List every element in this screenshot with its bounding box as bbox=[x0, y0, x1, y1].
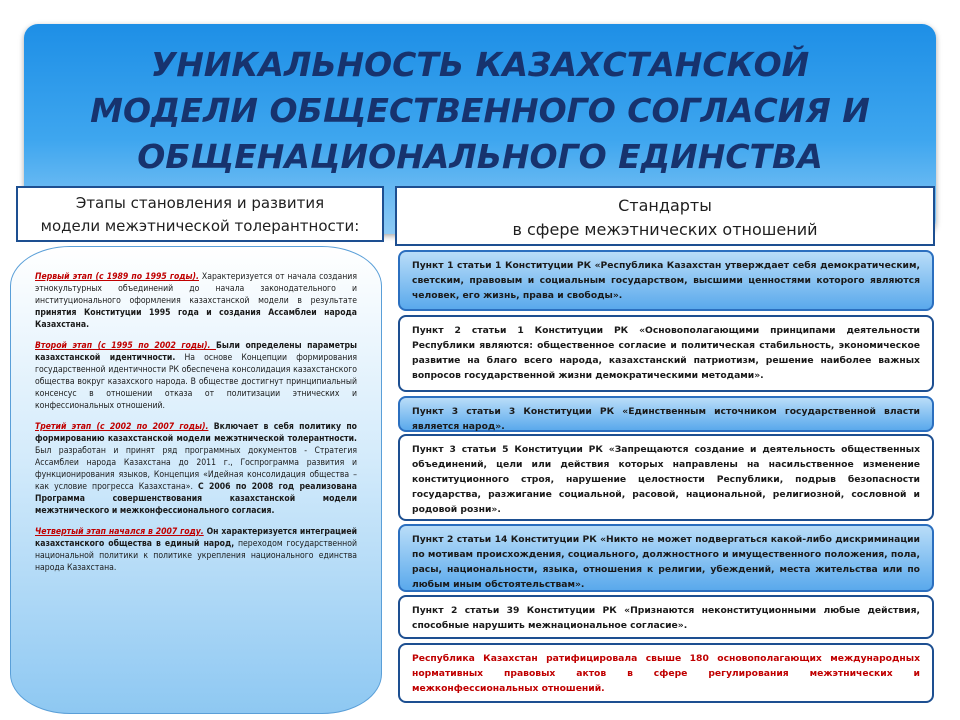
stage-4-lead: Четвертый этап начался в 2007 году. bbox=[35, 527, 204, 537]
standards-header-line-1: Стандарты bbox=[618, 196, 712, 215]
standard-item-4: Пункт 3 статьи 5 Конституции РК «Запрещаются создание и деятельность общественных объединений, цели или действия которых направлены на насильственное изменение конституционного строя, нарушение целостности Республики, подрыв безопасности государства, разжигание социальной, расовой, национальной, религиозной, сословной и родовой розни». bbox=[398, 434, 934, 521]
stages-header-line-1: Этапы становления и развития bbox=[75, 194, 325, 212]
stages-panel bbox=[10, 246, 382, 714]
standards-header bbox=[395, 186, 935, 246]
stage-3-bold: Включает в себя политику по формированию казахстанской модели межэтнической толерантности. bbox=[35, 422, 357, 444]
standard-item-3: Пункт 3 статьи 3 Конституции РК «Единственным источником государственной власти является народ». bbox=[398, 396, 934, 432]
stage-1 bbox=[35, 271, 357, 331]
stage-1-lead: Первый этап (с 1989 по 1995 годы). bbox=[35, 272, 199, 282]
stage-3 bbox=[35, 421, 357, 517]
title-line-1: УНИКАЛЬНОСТЬ КАЗАХСТАНСКОЙ bbox=[150, 45, 810, 84]
stage-2 bbox=[35, 340, 357, 412]
standards-header-line-2: в сфере межэтнических отношений bbox=[512, 220, 818, 239]
stage-4-bold: Он характеризуется интеграцией казахстанского общества в единый народ, bbox=[35, 527, 357, 549]
title-line-2: МОДЕЛИ ОБЩЕСТВЕННОГО СОГЛАСИЯ И bbox=[90, 91, 870, 130]
stage-4 bbox=[35, 526, 357, 574]
stages-header bbox=[16, 186, 384, 242]
stage-2-bold: Были определены параметры казахстанской идентичности. bbox=[35, 341, 358, 363]
stage-3-text: Был разработан и принят ряд программных документов - Стратегия Ассамблеи народа Казахстана до 2011 г., Госпрограмма развития и функционирования языков, Концепция «Идейная консолидация общества – как условие прогресса Казахстана». bbox=[35, 446, 357, 492]
stage-1-bold: принятия Конституции 1995 года и создания Ассамблеи народа Казахстана. bbox=[35, 308, 357, 330]
stage-3-bold-2: С 2006 по 2008 год реализована Программа совершенствования казахстанской модели межэтнического и межконфессионального согласия. bbox=[35, 482, 357, 516]
standard-item-6: Пункт 2 статьи 39 Конституции РК «Признаются неконституционными любые действия, способные нарушить межнациональное согласие». bbox=[398, 595, 934, 639]
stage-2-text: На основе Концепции формирования государственной идентичности РК обеспечена консолидация казахстанского общества вокруг казахского народа. В обществе достигнут принципиальный консенсус в отношении отказа от политизации этнических и конфессиональных отношений. bbox=[35, 353, 357, 411]
stage-2-lead: Второй этап (с 1995 по 2002 годы). bbox=[35, 341, 216, 351]
title-line-3: ОБЩЕНАЦИОНАЛЬНОГО ЕДИНСТВА bbox=[137, 137, 823, 176]
standard-item-2: Пункт 2 статьи 1 Конституции РК «Основополагающими принципами деятельности Республики являются: общественное согласие и политическая стабильность, экономическое развитие на благо всего народа, казахстанский патриотизм, решение наиболее важных вопросов государственной жизни демократическими методами». bbox=[398, 315, 934, 392]
page-title bbox=[60, 42, 900, 180]
stages-header-line-2: модели межэтнической толерантности: bbox=[40, 217, 360, 235]
stage-1-text: Характеризуется от начала создания этнокультурных объединений до начала законодательного и институционального оформления казахстанской модели в результате bbox=[35, 272, 357, 306]
stage-3-lead: Третий этап (с 2002 по 2007 годы). bbox=[35, 422, 209, 432]
standard-item-1: Пункт 1 статьи 1 Конституции РК «Республика Казахстан утверждает себя демократическим, светским, правовым и социальным государством, высшими ценностями которого являются человек, его жизнь, права и свободы». bbox=[398, 250, 934, 311]
standard-item-7: Республика Казахстан ратифицировала свыше 180 основополагающих международных нормативных правовых актов в сфере регулирования межэтнических и межконфессиональных отношений. bbox=[398, 643, 934, 703]
standard-item-5: Пункт 2 статьи 14 Конституции РК «Никто не может подвергаться какой-либо дискриминации по мотивам происхождения, социального, должностного и имущественного положения, пола, расы, национальности, языка, отношения к религии, убеждений, места жительства или по любым иным обстоятельствам». bbox=[398, 524, 934, 592]
stage-4-text: переходом государственной национальной политики к политике укрепления национального единства народа Казахстана. bbox=[35, 539, 357, 573]
